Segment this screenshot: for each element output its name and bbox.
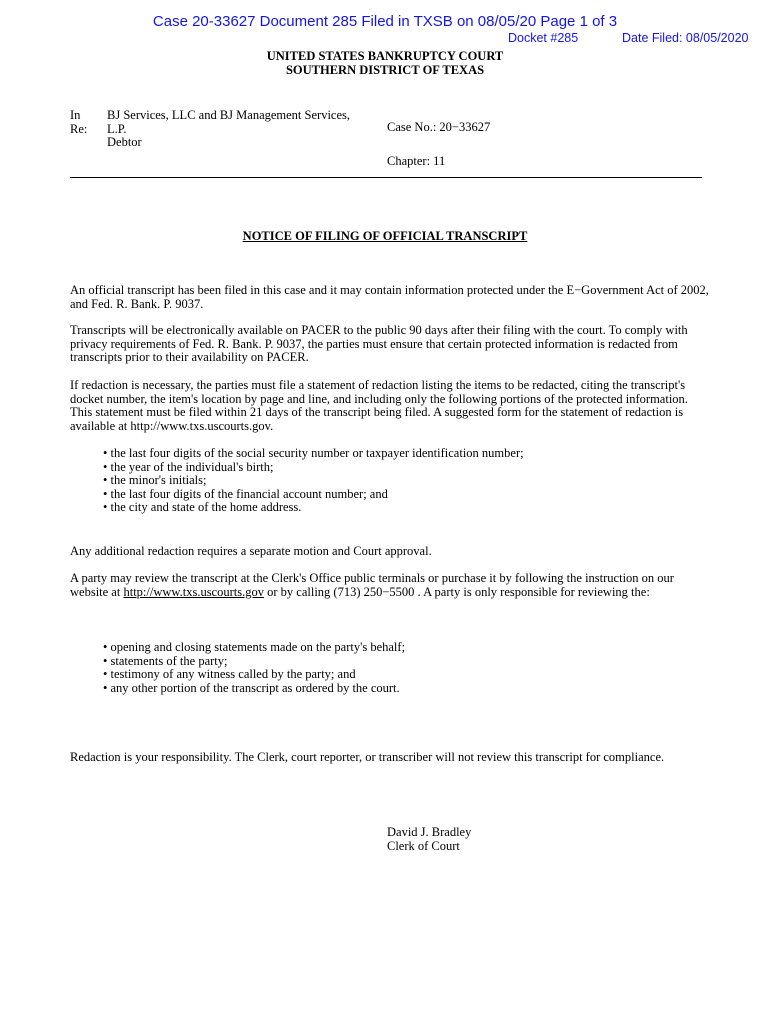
protected-info-list [103, 447, 524, 515]
paragraph-review-text [70, 572, 710, 599]
list-item: • the last four digits of the social security number or taxpayer identification number; [103, 446, 524, 460]
list-item: • testimony of any witness called by the party; and [103, 667, 356, 682]
list-item: • statements of the party; [103, 653, 228, 668]
list-item: • opening and closing statements made on the party's behalf; [103, 640, 406, 654]
paragraph-egov-text: An official transcript has been filed in this case and it may contain information protected under the E−Government Act of 2002, and Fed. R. Bank. P. 9037. [70, 283, 709, 311]
docket-number: Docket #285 [508, 31, 579, 45]
debtor-name [107, 109, 350, 150]
clerk-title: Clerk of Court [387, 838, 460, 853]
paragraph-review [70, 572, 710, 599]
paragraph-egov [70, 284, 710, 311]
clerk-name: David J. Bradley [387, 825, 472, 839]
paragraph-review-end: or by calling (713) 250−5500 . A party is only responsible for reviewing the: [263, 584, 650, 599]
debtor-line-3: Debtor [107, 135, 142, 150]
paragraph-responsibility [70, 751, 670, 765]
court-website-link[interactable]: http://www.txs.uscourts.gov [123, 584, 264, 599]
court-name [0, 49, 770, 77]
list-item: • the minor's initials; [103, 473, 207, 488]
date-filed: Date Filed: 08/05/2020 [622, 31, 749, 45]
paragraph-additional [70, 545, 710, 559]
paragraph-redaction-text: If redaction is necessary, the parties must file a statement of redaction listing the items to be redacted, citing the transcript's docket number, the item's location by page and line, and including only the following portions of the protected information. This statement must be filed within 21 days of the transcript being filed. A suggested form for the statement of redaction is available at http://www.txs.uscourts.gov. [70, 378, 688, 433]
paragraph-pacer-text: Transcripts will be electronically available on PACER to the public 90 days after their filing with the court. To comply with privacy requirements of Fed. R. Bank. P. 9037, the parties must ensure that certain protected information is redacted from transcripts prior to their availability on PACER. [70, 323, 688, 365]
court-name-line1: UNITED STATES BANKRUPTCY COURT [266, 49, 504, 63]
case-number: Case No.: 20−33627 [387, 120, 491, 134]
list-item: • the year of the individual's birth; [103, 459, 274, 474]
court-name-line2: SOUTHERN DISTRICT OF TEXAS [285, 63, 485, 77]
filing-stamp: Case 20-33627 Document 285 Filed in TXSB on 08/05/20 Page 1 of 3 [152, 13, 618, 30]
list-item: • the city and state of the home address. [103, 500, 302, 515]
paragraph-additional-text: Any additional redaction requires a separate motion and Court approval. [70, 544, 432, 558]
chapter: Chapter: 11 [387, 154, 446, 168]
in-label: In [70, 108, 81, 122]
caption-divider [70, 177, 702, 178]
review-items-list [103, 641, 405, 695]
re-label: Re: [70, 122, 88, 136]
signature-block [387, 826, 471, 853]
list-item: • the last four digits of the financial account number; and [103, 486, 388, 501]
paragraph-responsibility-text: Redaction is your responsibility. The Clerk, court reporter, or transcriber will not review this transcript for compliance. [70, 750, 665, 764]
paragraph-review-start: A party may review the transcript at the Clerk's Office public terminals or purchase it by following the instruction on our website at [70, 571, 674, 599]
paragraph-pacer [70, 324, 710, 365]
debtor-line-1: BJ Services, LLC and BJ Management Services, [107, 108, 351, 122]
notice-title: NOTICE OF FILING OF OFFICIAL TRANSCRIPT [242, 229, 528, 243]
list-item: • any other portion of the transcript as ordered by the court. [103, 680, 400, 695]
paragraph-redaction [70, 379, 710, 433]
debtor-line-2: L.P. [107, 121, 127, 136]
